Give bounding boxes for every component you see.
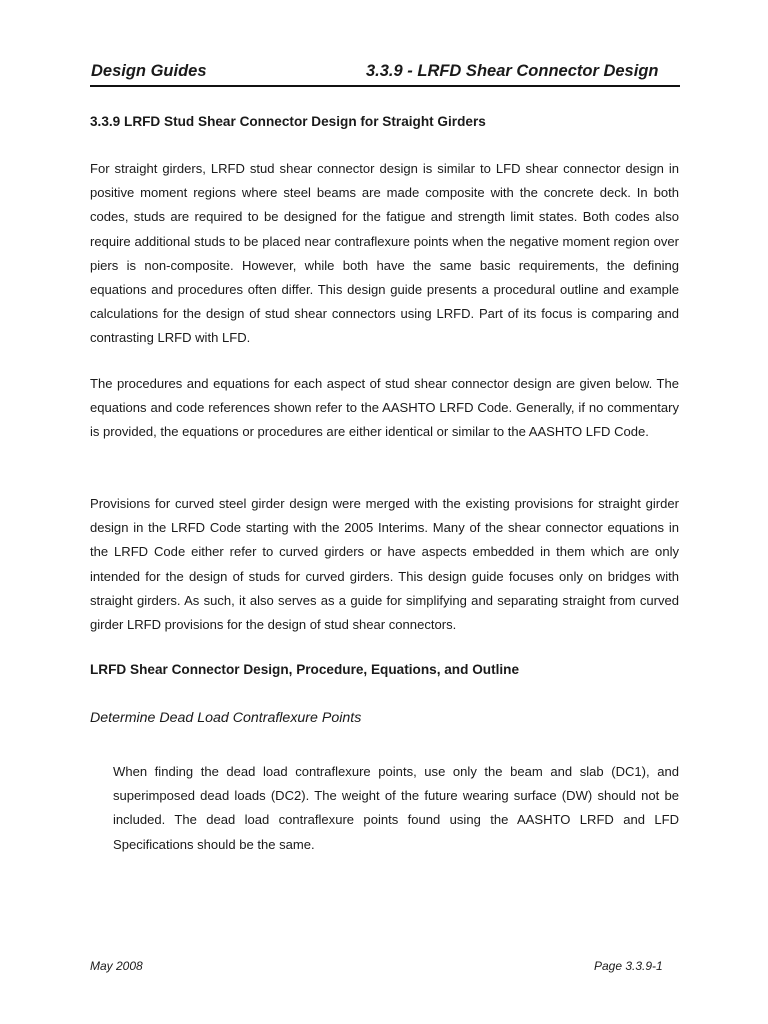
intro-paragraph: For straight girders, LRFD stud shear connector design is similar to LFD shear connector design in positive moment regions where steel beams are made composite with the concrete deck. In both codes, studs are required to be designed for the fatigue and strength limit states. Both codes also require additional studs to be placed near contraflexure points when the negative moment region over piers is non-composite. However, while both have the same basic requirements, the defining equations and procedures often differ. This design guide presents a procedural outline and example calculations for the design of stud shear connectors using LRFD. Part of its focus is comparing and contrasting LRFD with LFD.	[90, 161, 679, 346]
section-title: 3.3.9 LRFD Stud Shear Connector Design for Straight Girders	[90, 114, 486, 129]
header-rule	[90, 85, 680, 87]
footer-page-number: Page 3.3.9-1	[594, 959, 663, 973]
curved-girder-paragraph: Provisions for curved steel girder design were merged with the existing provisions for straight girder design in the LRFD Code starting with the 2005 Interims. Many of the shear connector equations in the LRFD Code either refer to curved girders or have aspects embedded in them which are only intended for the design of studs for curved girders. This design guide focuses only on bridges with straight girders. As such, it also serves as a guide for simplifying and separating straight from curved girder LRFD provisions for the design of stud shear connectors.	[90, 496, 679, 633]
subsection-paragraph: When finding the dead load contraflexure points, use only the beam and slab (DC1), and superimposed dead loads (DC2). The weight of the future wearing surface (DW) should not be included. The dead load contraflexure points found using the AASHTO LRFD and LFD Specifications should be the same.	[113, 764, 679, 852]
subsection-heading: Determine Dead Load Contraflexure Points	[90, 710, 362, 726]
outline-heading: LRFD Shear Connector Design, Procedure, Equations, and Outline	[90, 662, 520, 677]
header-section-title: 3.3.9 - LRFD Shear Connector Design	[366, 62, 659, 80]
procedures-paragraph: The procedures and equations for each aspect of stud shear connector design are given below. The equations and code references shown refer to the AASHTO LRFD Code. Generally, if no commentary is provided, the equations or procedures are either identical or similar to the AASHTO LFD Code.	[90, 376, 679, 440]
header-guide-title: Design Guides	[91, 62, 207, 80]
page-header	[90, 62, 680, 84]
footer-date: May 2008	[90, 959, 143, 973]
